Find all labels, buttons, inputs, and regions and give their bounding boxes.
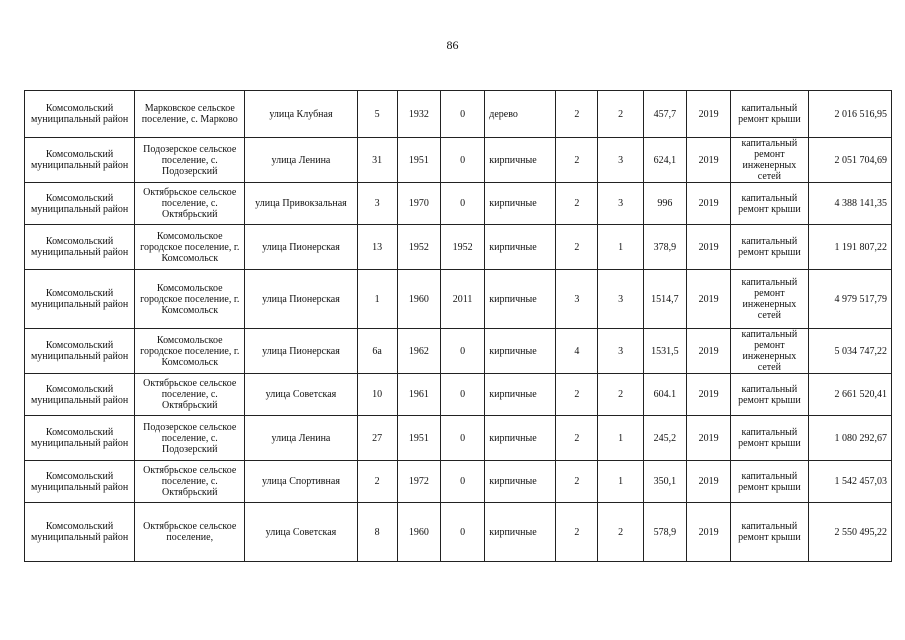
work-type-cell: капитальный ремонт крыши [731, 91, 808, 138]
year-built-cell: 1960 [397, 503, 440, 562]
entrances-cell: 1 [598, 225, 643, 270]
street-cell: улица Пионерская [245, 270, 357, 329]
table-row [25, 183, 892, 225]
year-reconstruction-cell: 2011 [440, 270, 484, 329]
table-row [25, 91, 892, 138]
plan-year-cell: 2019 [687, 503, 731, 562]
house-number-cell: 3 [357, 183, 397, 225]
table-row [25, 461, 892, 503]
district-cell: Комсомольский муниципальный район [25, 183, 135, 225]
year-built-cell: 1961 [397, 374, 440, 416]
work-type-cell: капитальный ремонт крыши [731, 416, 808, 461]
work-type-cell: капитальный ремонт инженерных сетей [731, 270, 808, 329]
year-built-cell: 1951 [397, 138, 440, 183]
area-cell: 578,9 [643, 503, 686, 562]
cost-cell: 4 388 141,35 [808, 183, 892, 225]
entrances-cell: 2 [598, 91, 643, 138]
work-type-cell: капитальный ремонт крыши [731, 503, 808, 562]
table-body [25, 91, 892, 562]
cost-cell: 2 550 495,22 [808, 503, 892, 562]
year-built-cell: 1970 [397, 183, 440, 225]
area-cell: 996 [643, 183, 686, 225]
year-reconstruction-cell: 0 [440, 416, 484, 461]
district-cell: Комсомольский муниципальный район [25, 138, 135, 183]
table-row [25, 225, 892, 270]
area-cell: 1514,7 [643, 270, 686, 329]
area-cell: 378,9 [643, 225, 686, 270]
floors-cell: 2 [556, 461, 598, 503]
year-built-cell: 1952 [397, 225, 440, 270]
entrances-cell: 3 [598, 329, 643, 374]
plan-year-cell: 2019 [687, 270, 731, 329]
district-cell: Комсомольский муниципальный район [25, 416, 135, 461]
plan-year-cell: 2019 [687, 183, 731, 225]
wall-material-cell: кирпичные [485, 416, 556, 461]
area-cell: 457,7 [643, 91, 686, 138]
house-number-cell: 2 [357, 461, 397, 503]
year-reconstruction-cell: 0 [440, 183, 484, 225]
area-cell: 1531,5 [643, 329, 686, 374]
house-number-cell: 5 [357, 91, 397, 138]
house-number-cell: 31 [357, 138, 397, 183]
area-cell: 604.1 [643, 374, 686, 416]
settlement-cell: Комсомольское городское поселение, г. Комсомольск [135, 225, 245, 270]
plan-year-cell: 2019 [687, 374, 731, 416]
district-cell: Комсомольский муниципальный район [25, 270, 135, 329]
area-cell: 245,2 [643, 416, 686, 461]
entrances-cell: 3 [598, 270, 643, 329]
house-number-cell: 13 [357, 225, 397, 270]
year-built-cell: 1972 [397, 461, 440, 503]
work-type-cell: капитальный ремонт крыши [731, 183, 808, 225]
cost-cell: 1 080 292,67 [808, 416, 892, 461]
settlement-cell: Марковское сельское поселение, с. Марково [135, 91, 245, 138]
floors-cell: 2 [556, 138, 598, 183]
year-reconstruction-cell: 0 [440, 91, 484, 138]
table-row [25, 503, 892, 562]
table-row [25, 416, 892, 461]
street-cell: улица Привокзальная [245, 183, 357, 225]
settlement-cell: Комсомольское городское поселение, г. Комсомольск [135, 329, 245, 374]
cost-cell: 5 034 747,22 [808, 329, 892, 374]
cost-cell: 1 542 457,03 [808, 461, 892, 503]
year-built-cell: 1960 [397, 270, 440, 329]
street-cell: улица Спортивная [245, 461, 357, 503]
year-reconstruction-cell: 0 [440, 461, 484, 503]
house-number-cell: 1 [357, 270, 397, 329]
entrances-cell: 3 [598, 138, 643, 183]
year-reconstruction-cell: 0 [440, 329, 484, 374]
plan-year-cell: 2019 [687, 138, 731, 183]
district-cell: Комсомольский муниципальный район [25, 374, 135, 416]
plan-year-cell: 2019 [687, 416, 731, 461]
wall-material-cell: кирпичные [485, 329, 556, 374]
wall-material-cell: кирпичные [485, 225, 556, 270]
plan-year-cell: 2019 [687, 461, 731, 503]
table-row [25, 329, 892, 374]
street-cell: улица Советская [245, 374, 357, 416]
district-cell: Комсомольский муниципальный район [25, 329, 135, 374]
entrances-cell: 3 [598, 183, 643, 225]
year-reconstruction-cell: 1952 [440, 225, 484, 270]
wall-material-cell: кирпичные [485, 270, 556, 329]
settlement-cell: Подозерское сельское поселение, с. Подозерский [135, 138, 245, 183]
work-type-cell: капитальный ремонт крыши [731, 374, 808, 416]
work-type-cell: капитальный ремонт крыши [731, 461, 808, 503]
district-cell: Комсомольский муниципальный район [25, 503, 135, 562]
cost-cell: 2 661 520,41 [808, 374, 892, 416]
floors-cell: 2 [556, 183, 598, 225]
house-number-cell: 27 [357, 416, 397, 461]
street-cell: улица Советская [245, 503, 357, 562]
cost-cell: 1 191 807,22 [808, 225, 892, 270]
settlement-cell: Октябрьское сельское поселение, с. Октябрьский [135, 461, 245, 503]
work-type-cell: капитальный ремонт инженерных сетей [731, 329, 808, 374]
floors-cell: 2 [556, 416, 598, 461]
street-cell: улица Ленина [245, 416, 357, 461]
wall-material-cell: кирпичные [485, 183, 556, 225]
settlement-cell: Подозерское сельское поселение, с. Подозерский [135, 416, 245, 461]
year-built-cell: 1962 [397, 329, 440, 374]
cost-cell: 2 051 704,69 [808, 138, 892, 183]
page-number: 86 [446, 38, 459, 52]
housing-repair-table [24, 90, 892, 562]
cost-cell: 4 979 517,79 [808, 270, 892, 329]
area-cell: 624,1 [643, 138, 686, 183]
wall-material-cell: кирпичные [485, 503, 556, 562]
wall-material-cell: кирпичные [485, 374, 556, 416]
year-reconstruction-cell: 0 [440, 138, 484, 183]
settlement-cell: Октябрьское сельское поселение, [135, 503, 245, 562]
wall-material-cell: дерево [485, 91, 556, 138]
work-type-cell: капитальный ремонт крыши [731, 225, 808, 270]
year-reconstruction-cell: 0 [440, 374, 484, 416]
entrances-cell: 2 [598, 503, 643, 562]
table-row [25, 374, 892, 416]
plan-year-cell: 2019 [687, 91, 731, 138]
floors-cell: 2 [556, 503, 598, 562]
house-number-cell: 6а [357, 329, 397, 374]
street-cell: улица Пионерская [245, 329, 357, 374]
entrances-cell: 1 [598, 416, 643, 461]
floors-cell: 2 [556, 225, 598, 270]
table-row [25, 138, 892, 183]
street-cell: улица Ленина [245, 138, 357, 183]
cost-cell: 2 016 516,95 [808, 91, 892, 138]
table-row [25, 270, 892, 329]
floors-cell: 2 [556, 91, 598, 138]
district-cell: Комсомольский муниципальный район [25, 225, 135, 270]
entrances-cell: 2 [598, 374, 643, 416]
wall-material-cell: кирпичные [485, 138, 556, 183]
year-built-cell: 1951 [397, 416, 440, 461]
district-cell: Комсомольский муниципальный район [25, 91, 135, 138]
plan-year-cell: 2019 [687, 329, 731, 374]
wall-material-cell: кирпичные [485, 461, 556, 503]
house-number-cell: 8 [357, 503, 397, 562]
year-reconstruction-cell: 0 [440, 503, 484, 562]
street-cell: улица Пионерская [245, 225, 357, 270]
district-cell: Комсомольский муниципальный район [25, 461, 135, 503]
plan-year-cell: 2019 [687, 225, 731, 270]
work-type-cell: капитальный ремонт инженерных сетей [731, 138, 808, 183]
area-cell: 350,1 [643, 461, 686, 503]
settlement-cell: Комсомольское городское поселение, г. Комсомольск [135, 270, 245, 329]
entrances-cell: 1 [598, 461, 643, 503]
settlement-cell: Октябрьское сельское поселение, с. Октябрьский [135, 374, 245, 416]
year-built-cell: 1932 [397, 91, 440, 138]
street-cell: улица Клубная [245, 91, 357, 138]
settlement-cell: Октябрьское сельское поселение, с. Октябрьский [135, 183, 245, 225]
house-number-cell: 10 [357, 374, 397, 416]
floors-cell: 2 [556, 374, 598, 416]
floors-cell: 4 [556, 329, 598, 374]
floors-cell: 3 [556, 270, 598, 329]
